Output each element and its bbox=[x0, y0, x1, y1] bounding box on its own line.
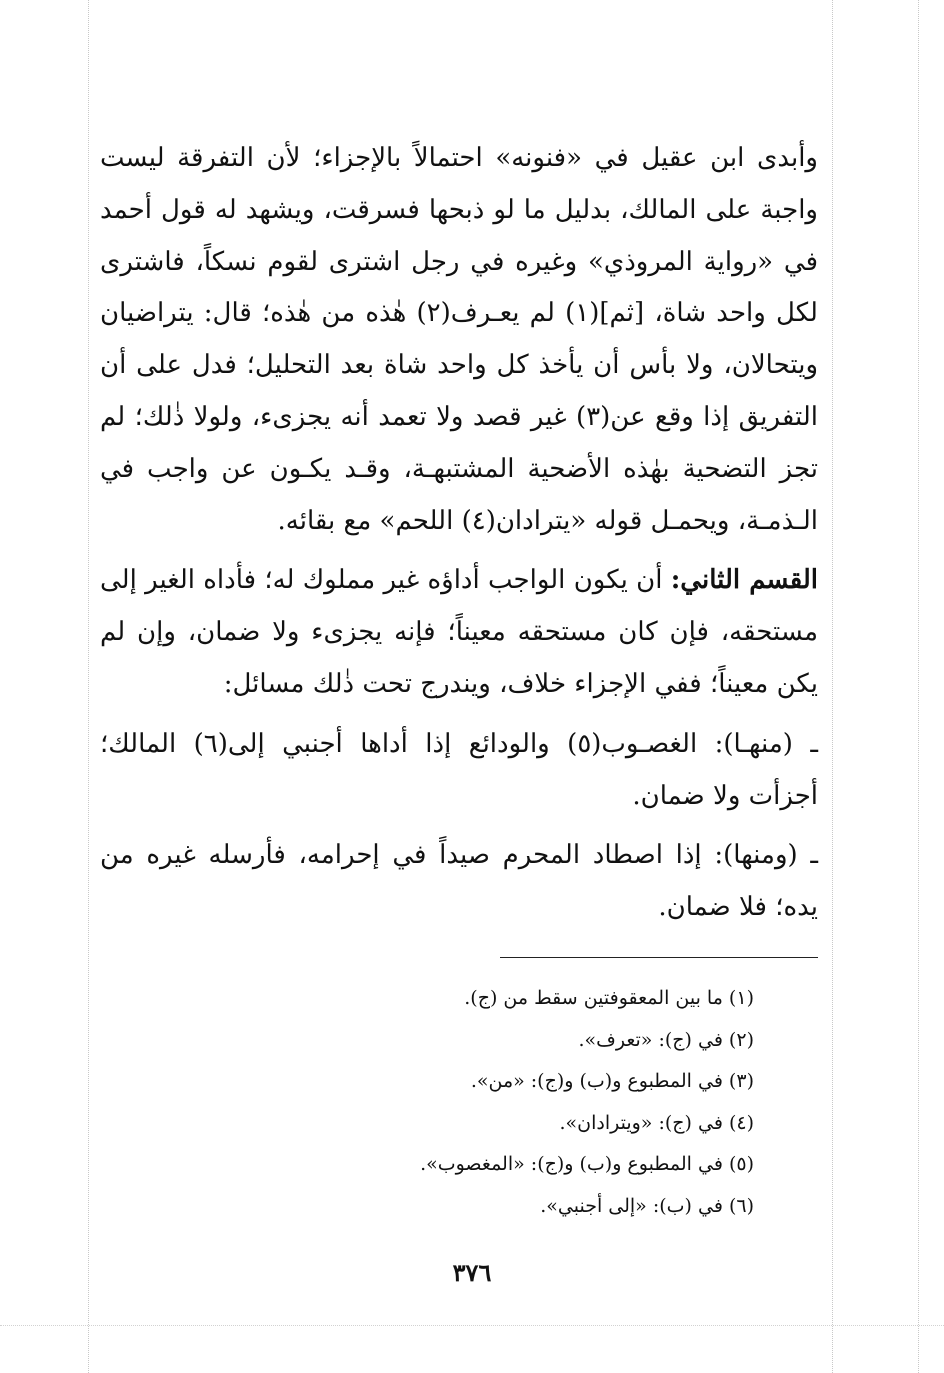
paragraph-2 bbox=[100, 555, 818, 710]
footnote-3: (٣) في المطبوع و(ب) و(ج): «من». bbox=[470, 1070, 754, 1092]
scan-guide-left bbox=[88, 0, 89, 1373]
scan-guide-edge bbox=[918, 0, 919, 1373]
page-number: ٣٧٦ bbox=[452, 1258, 492, 1287]
footnote-5: (٥) في المطبوع و(ب) و(ج): «المغصوب». bbox=[420, 1153, 754, 1175]
paragraph-3: ـ (منهـا): الغصـوب(٥) والودائع إذا أداها أجنبي إلى(٦) المالك؛ أجزأت ولا ضمان. bbox=[100, 728, 818, 811]
footnote-6: (٦) في (ب): «إلى أجنبي». bbox=[540, 1194, 754, 1217]
footnote-4: (٤) في (ج): «ويترادان». bbox=[559, 1111, 754, 1134]
paragraph-1: وأبدى ابن عقيل في «فنونه» احتمالاً بالإجزاء؛ لأن التفرقة ليست واجبة على المالك، بدليل ما لو ذبحها فسرقت، ويشهد له قول أحمد في «رواية المروذي» وغيره في رجل اشترى لقوم نسكاً، فاشترى لكل واحد شاة، [ثم](١) لم يعـرف(٢) هٰذه من هٰذه؛ قال: يتراضيان ويتحالان، ولا بأس أن يأخذ كل واحد شاة بعد التحليل؛ فدل على أن التفريق إذا وقع عن(٣) غير قصد ولا تعمد أنه يجزىء، ولولا ذٰلك؛ لم تجز التضحية بهٰذه الأضحية المشتبهـة، وقـد يكـون عن واجب في الـذمـة، ويحمـل قوله «يترادان(٤) اللحم» مع بقائه. bbox=[100, 143, 818, 536]
main-text bbox=[100, 133, 818, 934]
footnote-2: (٢) في (ج): «تعرف». bbox=[578, 1028, 754, 1051]
footnote-1: (١) ما بين المعقوفتين سقط من (ج). bbox=[464, 987, 754, 1009]
section-heading: القسم الثاني: bbox=[670, 565, 818, 596]
footnote-separator bbox=[500, 957, 818, 958]
paragraph-4: ـ (ومنها): إذا اصطاد المحرم صيداً في إحرامه، فأرسله غيره من يده؛ فلا ضمان. bbox=[100, 840, 818, 923]
scan-guide-bottom bbox=[0, 1325, 944, 1326]
footnotes bbox=[194, 978, 754, 1227]
scan-guide-right bbox=[832, 0, 833, 1373]
paragraph-2-text: أن يكون الواجب أداؤه غير مملوك له؛ فأداه الغير إلى مستحقه، فإن كان مستحقه معيناً؛ فإنه يجزىء ولا ضمان، وإن لم يكن معيناً؛ ففي الإجزاء خلاف، ويندرج تحت ذٰلك مسائل: bbox=[100, 565, 818, 699]
